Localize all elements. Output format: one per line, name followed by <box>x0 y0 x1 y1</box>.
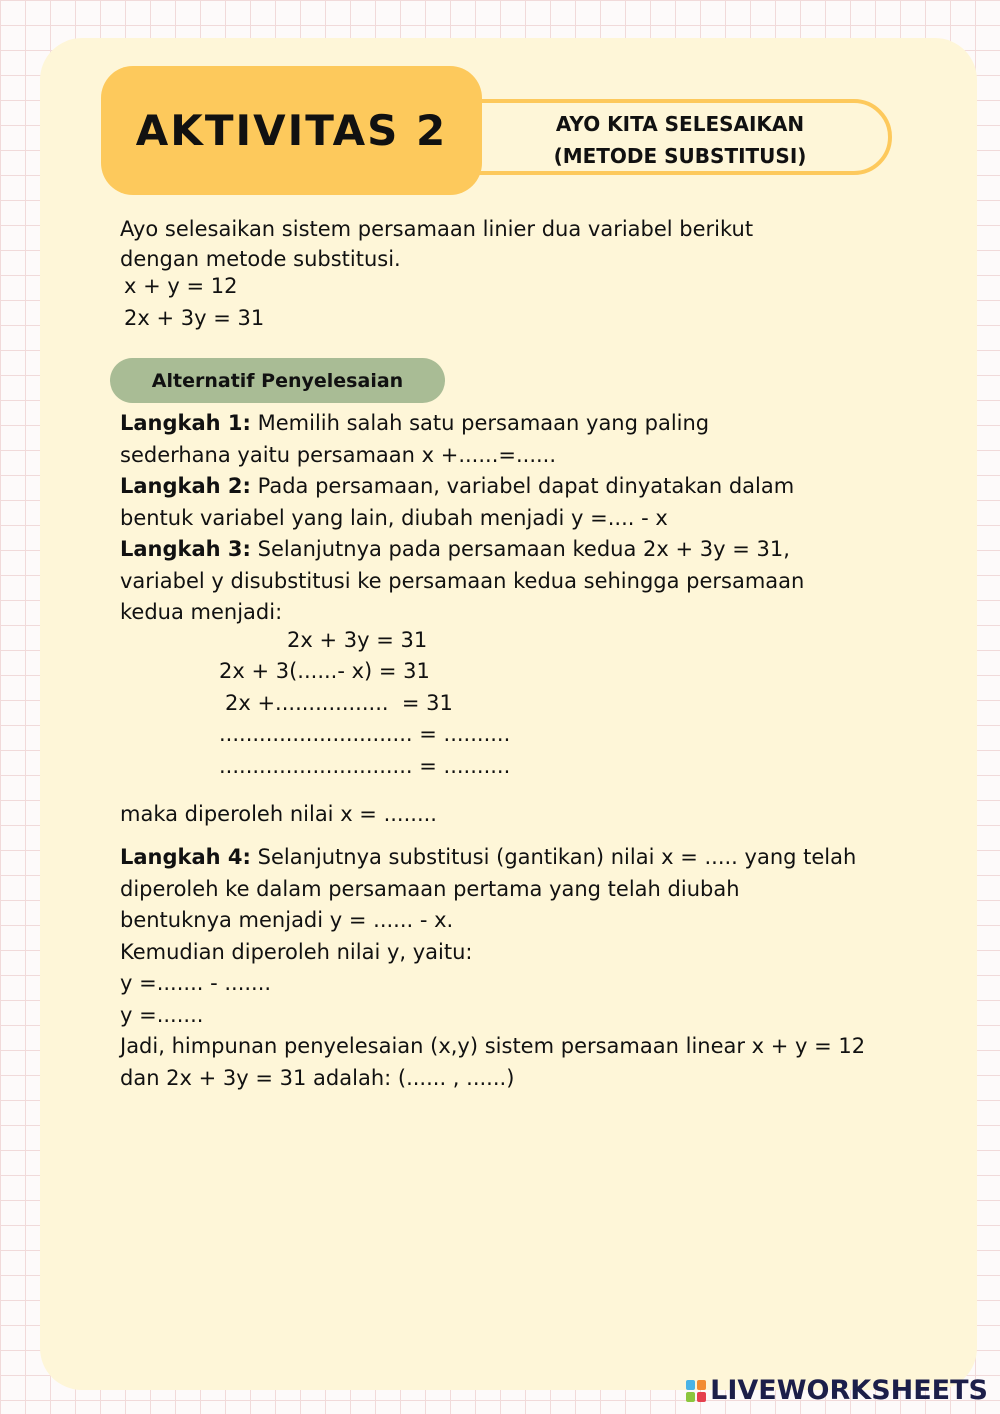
step-3-text-2: variabel y disubstitusi ke persamaan kedua sehingga persamaan <box>120 568 805 593</box>
intro-section <box>120 214 940 334</box>
equation-1: x + y = 12 <box>124 274 238 298</box>
step-4-text-4: Kemudian diperoleh nilai y, yaitu: <box>120 939 473 964</box>
subtitle-line-1: AYO KITA SELESAIKAN <box>555 112 805 136</box>
step-1-text: Memilih salah satu persamaan yang paling <box>250 411 710 435</box>
intro-line-2: dengan metode substitusi. <box>120 246 401 271</box>
step-1 <box>120 408 940 440</box>
step-4-text-2: diperoleh ke dalam persamaan pertama yang telah diubah <box>120 876 740 901</box>
step-4-text: Selanjutnya substitusi (gantikan) nilai x = ..... yang telah <box>250 845 857 869</box>
calc-line-1: 2x + 3y = 31 <box>287 627 428 652</box>
step-1-text-2: sederhana yaitu persamaan x +......=...... <box>120 442 557 467</box>
step-3-label: Langkah 3: <box>120 537 251 561</box>
step-1-label: Langkah 1: <box>120 411 251 435</box>
equation-2: 2x + 3y = 31 <box>124 305 265 330</box>
subtitle <box>510 108 850 172</box>
step-3-text: Selanjutnya pada persamaan kedua 2x + 3y = 31, <box>250 537 790 561</box>
step-2-text-2: bentuk variabel yang lain, diubah menjadi y =.... - x <box>120 505 668 530</box>
page-title: AKTIVITAS 2 <box>135 106 448 155</box>
y-line-2: y =....... <box>120 1002 204 1027</box>
step-4-text-3: bentuknya menjadi y = ...... - x. <box>120 908 454 932</box>
liveworksheets-logo-icon <box>686 1380 706 1402</box>
step-4-label: Langkah 4: <box>120 845 251 869</box>
calc-line-4: ............................. = .......... <box>219 721 511 746</box>
calculation-block <box>120 629 940 789</box>
liveworksheets-watermark <box>686 1375 988 1406</box>
result-x: maka diperoleh nilai x = ........ <box>120 801 437 826</box>
calc-line-2: 2x + 3(......- x) = 31 <box>219 658 430 683</box>
title-banner <box>101 66 482 195</box>
steps-section <box>120 408 940 1094</box>
conclusion-line-1: Jadi, himpunan penyelesaian (x,y) sistem persamaan linear x + y = 12 <box>120 1034 866 1058</box>
intro-line-1: Ayo selesaikan sistem persamaan linier dua variabel berikut <box>120 217 754 241</box>
calc-line-3: 2x +................. = 31 <box>225 690 453 715</box>
step-3 <box>120 534 940 566</box>
step-2-text: Pada persamaan, variabel dapat dinyatakan dalam <box>250 474 795 498</box>
y-line-1: y =....... - ....... <box>120 971 272 995</box>
step-4 <box>120 842 940 874</box>
subtitle-line-2: (METODE SUBSTITUSI) <box>553 144 807 168</box>
step-3-text-3: kedua menjadi: <box>120 600 283 624</box>
conclusion-line-2: dan 2x + 3y = 31 adalah: (...... , ......) <box>120 1065 515 1090</box>
step-2-label: Langkah 2: <box>120 474 251 498</box>
step-2 <box>120 471 940 503</box>
calc-line-5: ............................. = .......... <box>219 753 511 778</box>
watermark-text: LIVEWORKSHEETS <box>710 1375 988 1406</box>
section-label: Alternatif Penyelesaian <box>110 358 445 403</box>
